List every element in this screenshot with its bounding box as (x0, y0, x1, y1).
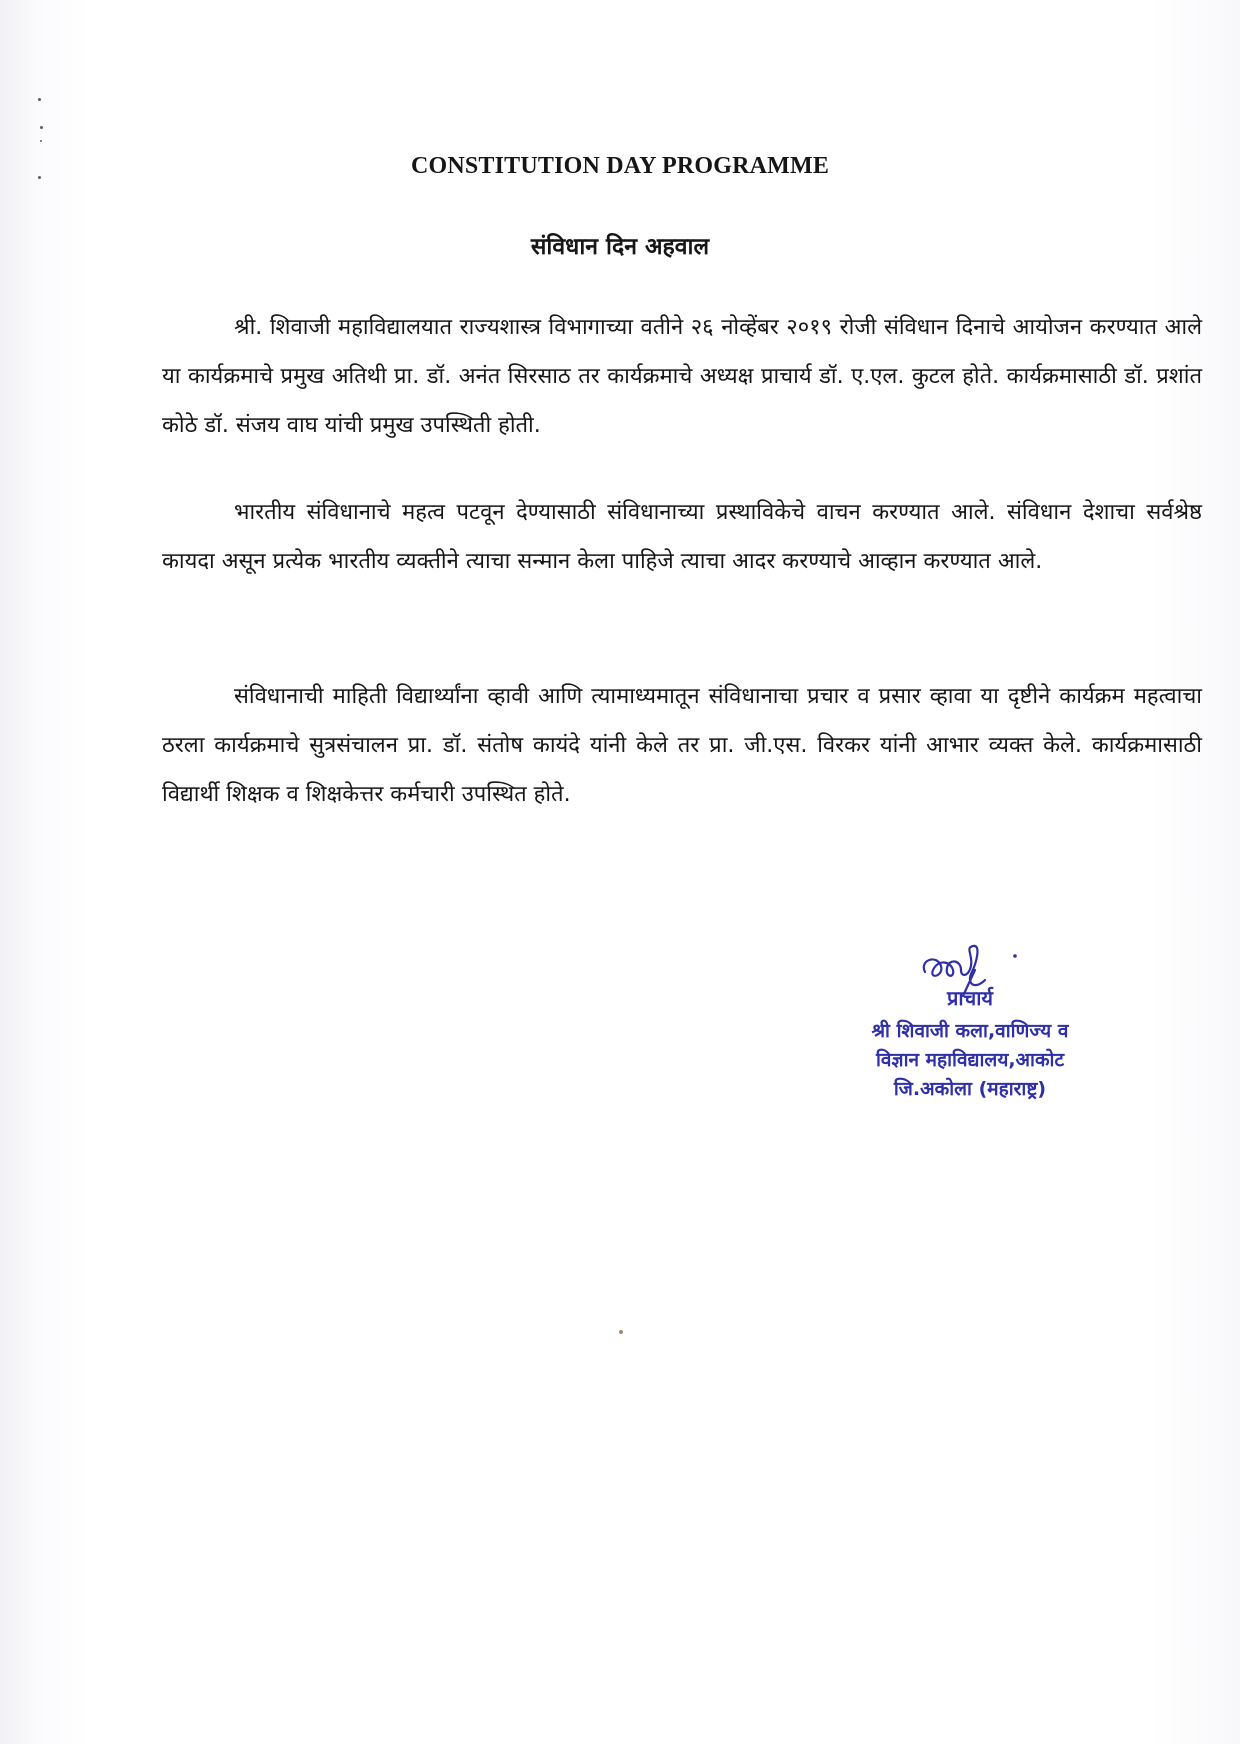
scan-speck (40, 126, 43, 129)
paragraph-1: श्री. शिवाजी महाविद्यालयात राज्यशास्त्र विभागाच्या वतीने २६ नोव्हेंबर २०१९ रोजी संविधान दिनाचे आयोजन करण्यात आले या कार्यक्रमाचे प्रमुख अतिथी प्रा. डॉ. अनंत सिरसाठ तर कार्यक्रमाचे अध्यक्ष प्राचार्य डॉ. ए.एल. कुटल होते. कार्यक्रमासाठी डॉ. प्रशांत कोठे डॉ. संजय वाघ यांची प्रमुख उपस्थिती होती. (162, 315, 1202, 438)
paragraph-2: भारतीय संविधानाचे महत्व पटवून देण्यासाठी संविधानाच्या प्रस्थाविकेचे वाचन करण्यात आले. संविधान देशाचा सर्वश्रेष्ठ कायदा असून प्रत्येक भारतीय व्यक्तीने त्याचा सन्मान केला पाहिजे त्याचा आदर करण्याचे आव्हान करण्यात आले. (162, 500, 1202, 574)
principal-stamp (820, 940, 1120, 1110)
stamp-title: प्राचार्य (946, 986, 994, 1010)
document-title: CONSTITUTION DAY PROGRAMME (410, 153, 830, 179)
paragraph-3: संविधानाची माहिती विद्यार्थ्यांना व्हावी आणि त्यामाध्यमातून संविधानाचा प्रचार व प्रसार व्हावा या दृष्टीने कार्यक्रम महत्वाचा ठरला कार्यक्रमाचे सुत्रसंचालन प्रा. डॉ. संतोष कायंदे यांनी केले तर प्रा. जी.एस. विरकर यांनी आभार व्यक्त केले. कार्यक्रमासाठी विद्यार्थी शिक्षक व शिक्षकेत्तर कर्मचारी उपस्थित होते. (162, 684, 1202, 807)
scan-speck (38, 98, 41, 101)
stamp-line-3: जि.अकोला (महाराष्ट्र) (893, 1078, 1047, 1100)
scan-speck (40, 140, 42, 142)
stamp-line-1: श्री शिवाजी कला,वाणिज्य व (871, 1020, 1069, 1042)
document-subtitle: संविधान दिन अहवाल (530, 234, 710, 260)
scan-speck (619, 1330, 623, 1334)
stamp-line-2: विज्ञान महाविद्यालय,आकोट (875, 1049, 1065, 1071)
